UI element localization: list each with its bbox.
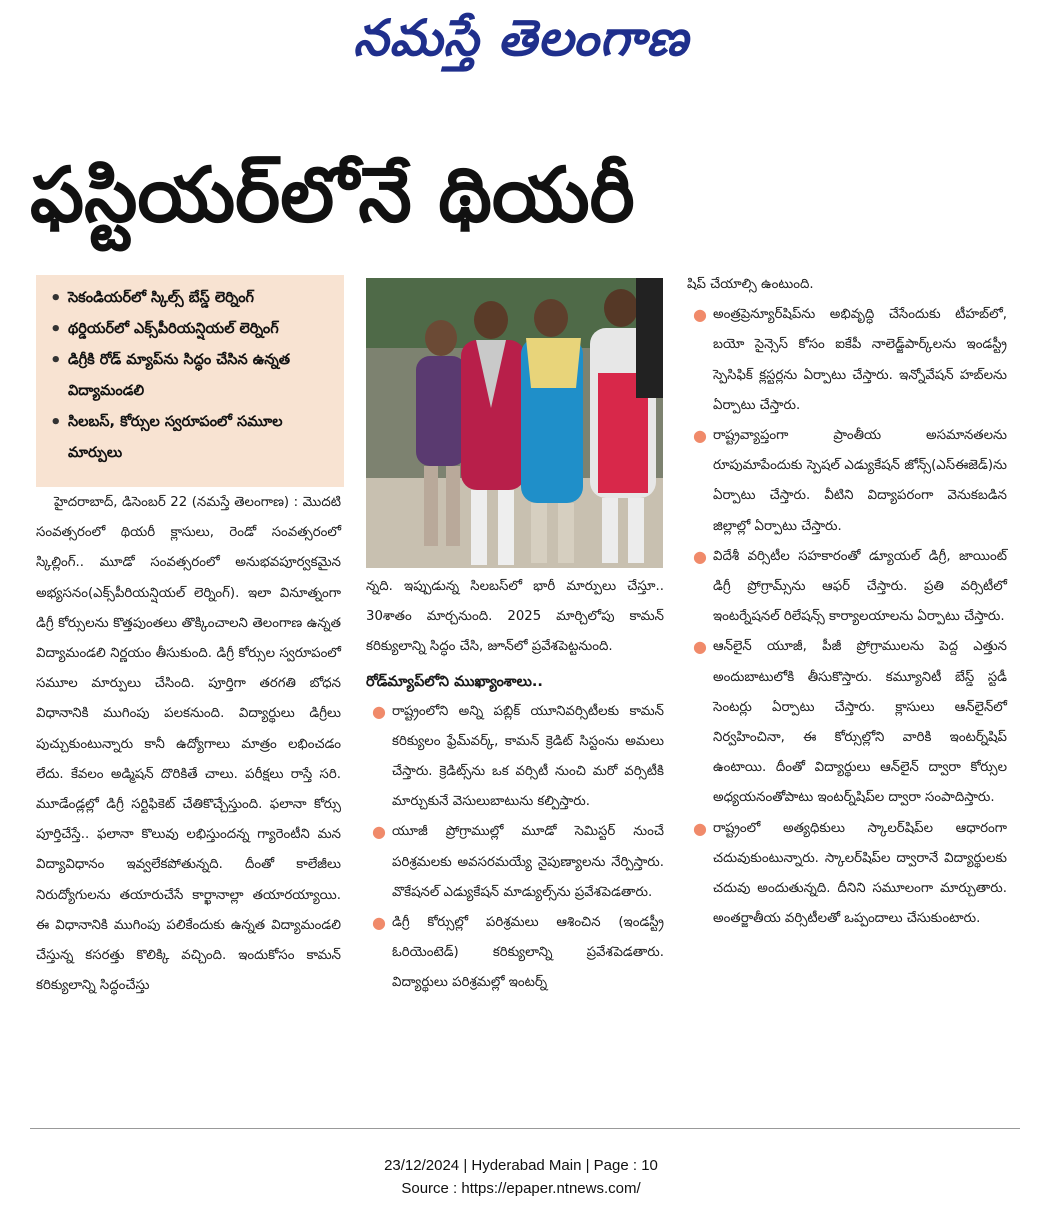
bullet-icon: ●: [693, 426, 707, 446]
roadmap-point: ● రాష్ట్రవ్యాప్తంగా ప్రాంతీయ అసమానతలను రూపుమాపేందుకు స్పెషల్ ఎడ్యుకేషన్ జోన్స్(ఎస్ఈజెడ్)ను ఏర్పాటు చేస్తారు. వీటిని విద్యాపరంగా వెనుకబడిన జిల్లాల్లో ఏర్పాటు చేస్తారు.: [687, 421, 1007, 542]
roadmap-point: ● యూజీ ప్రోగ్రాముల్లో మూడో సెమిస్టర్ నుంచే పరిశ్రమలకు అవసరమయ్యే నైపుణ్యాలను నేర్పిస్తారు. వొకేషనల్ ఎడ్యుకేషన్ మాడ్యుల్స్‌ను ప్రవేశపెడతారు.: [366, 817, 664, 908]
bullet-icon: ●: [693, 818, 707, 838]
article-column-middle: [366, 572, 664, 999]
bullet-icon: ●: [372, 701, 386, 721]
roadmap-point: ● ఆన్‌లైన్ యూజీ, పీజీ ప్రోగ్రాములను పెద్ద ఎత్తున అందుబాటులోకి తీసుకొస్తారు. కమ్యూనిటీ బేస్డ్ స్టడీ సెంటర్లు ఏర్పాటు చేస్తారు. క్లాసులు ఆన్‌లైన్‌లో నిర్వహించినా, ఈ కోర్సుల్లోని వారికి ఇంటర్న్‌షిప్ ఉంటాయి. దీంతో విద్యార్థులు ఆన్‌లైన్ ద్వారా కోర్సుల అధ్యయనంతోపాటు ఇంటర్న్‌షిప్‌ల ద్వారా సంపాదిస్తారు.: [687, 632, 1007, 813]
article-column-right: [687, 270, 1007, 934]
footer-source: Source : https://epaper.ntnews.com/: [401, 1180, 641, 1197]
roadmap-point: ● రాష్ట్రంలో అత్యధికులు స్కాలర్‌షిప్‌ల ఆధారంగా చదువుకుంటున్నారు. స్కాలర్‌షిప్‌ల ద్వారానే విద్యార్థులకు చదువు అందుతున్నది. దీనిని సమూలంగా మార్చుతారు. అంతర్జాతీయ వర్సిటీలతో ఒప్పందాలు చేసుకుంటారు.: [687, 814, 1007, 935]
masthead-logo: నమస్తే తెలంగాణ: [353, 9, 689, 67]
footer-divider: [30, 1128, 1020, 1129]
roadmap-point: ● రాష్ట్రంలోని అన్ని పబ్లిక్ యూనివర్సిటీలకు కామన్ కరిక్యులం ఫ్రేమ్‌వర్క్, కామన్ క్రెడిట్ సిస్టంను అమలు చేస్తారు. క్రెడిట్స్‌ను ఒక వర్సిటీ నుంచి మరో వర్సిటీకి మార్చుకునే వెసులుబాటును కల్పిస్తారు.: [366, 697, 664, 818]
roadmap-point: ● డిగ్రీ కోర్సుల్లో పరిశ్రమలు ఆశించిన (ఇండస్ట్రీ ఓరియెంటెడ్) కరిక్యులాన్ని ప్రవేశపెడతారు. విద్యార్థులు పరిశ్రమల్లో ఇంటర్న్: [366, 908, 664, 999]
highlight-item: • థర్డియర్‌లో ఎక్స్‌పీరియన్షియల్ లెర్నింగ్: [50, 319, 279, 340]
bullet-icon: ●: [372, 822, 386, 842]
article-column-left: [36, 488, 341, 1001]
roadmap-subhead: రోడ్‌మ్యాప్‌లోని ముఖ్యాంశాలు..: [366, 673, 543, 690]
highlights-box: [36, 275, 344, 487]
article-body-text: న్నది. ఇప్పుడున్న సిలబస్‌లో భారీ మార్పులు చేస్తూ.. 30శాతం మార్చనుంది. 2025 మార్చిలోపు కామన్ కరిక్యులాన్ని సిద్ధం చేసి, జూన్‌లో ప్రవేశపెట్టనుంది.: [366, 579, 664, 655]
roadmap-point: ● అంత్రప్రెన్యూర్‌షిప్‌ను అభివృద్ధి చేసేందుకు టీహబ్‌లో, బయో సైన్సెస్ కోసం ఐకేపీ నాలెడ్జ్‌పార్క్‌లను ఇండస్ట్రీ స్పెసిఫిక్ క్లస్టర్లను ఏర్పాటు చేస్తారు. ఇన్నోవేషన్ హబ్‌లను ఏర్పాటు చేస్తారు.: [687, 300, 1007, 421]
bullet-icon: ●: [693, 637, 707, 657]
roadmap-point: ● విదేశీ వర్సిటీల సహకారంతో డ్యూయల్ డిగ్రీ, జాయింట్ డిగ్రీ ప్రోగ్రామ్స్‌ను ఆఫర్ చేస్తారు. ప్రతి వర్సిటీలో ఇంటర్నేషనల్ రిలేషన్స్ కార్యాలయాలను ఏర్పాటు చేస్తారు.: [687, 542, 1007, 633]
highlight-item: • డిగ్రీకి రోడ్ మ్యాప్‌ను సిద్ధం చేసిన ఉన్నత విద్యామండలి: [50, 350, 291, 399]
footer-dateline: 23/12/2024 | Hyderabad Main | Page : 10: [384, 1157, 658, 1174]
students-photo: [366, 278, 663, 568]
highlights-list: [46, 283, 334, 469]
highlight-item: • సిలబస్, కోర్సుల స్వరూపంలో సమూల మార్పులు: [50, 412, 283, 461]
article-body-text: షిప్ చేయాల్సి ఉంటుంది.: [687, 277, 814, 292]
bullet-icon: ●: [372, 913, 386, 933]
bullet-icon: ●: [693, 546, 707, 566]
bullet-icon: ●: [693, 305, 707, 325]
highlight-item: • సెకండియర్‌లో స్కిల్స్ బేస్డ్ లెర్నింగ్: [50, 288, 255, 309]
article-body-text: హైదరాబాద్, డిసెంబర్ 22 (నమస్తే తెలంగాణ) : మొదటి సంవత్సరంలో థియరీ క్లాసులు, రెండో సంవత్సరంలో స్కిల్లింగ్.. మూడో సంవత్సరంలో అనుభవపూర్వకమైన అభ్యసనం(ఎక్స్‌పీరియన్షియల్ లెర్నింగ్). ఇలా వినూత్నంగా డిగ్రీ కోర్సులను కొత్తపుంతలు తొక్కించాలని తెలంగాణ ఉన్నత విద్యామండలి నిర్ణయం తీసుకుంది. డిగ్రీ కోర్సుల స్వరూపంలో సమూల మార్పులు చేసింది. పూర్తిగా తరగతి బోధన విధానానికి ముగింపు పలకనుంది. విద్యార్థులు డిగ్రీలు పుచ్చుకుంటున్నారు కానీ ఉద్యోగాలు మాత్రం లభించడం లేదు. కేవలం అడ్మిషన్ దొరికితే చాలు. పరీక్షలు రాస్తే సరి. మూడేండ్లల్లో డిగ్రీ సర్టిఫికెట్ చేతికొచ్చేస్తుంది. ఫలానా కోర్సు పూర్తిచేస్తే.. ఫలానా కొలువు లభిస్తుందన్న గ్యారెంటీని మన విద్యావిధానం ఇవ్వలేకపోతున్నది. దీంతో కాలేజీలు నిరుద్యోగులను తయారుచేసే కార్ఖానాల్లా తయారయ్యాయి. ఈ విధానానికి ముగింపు పలికేందుకు ఉన్నత విద్యామండలి చేస్తున్న కసరత్తు కొలిక్కి వచ్చింది. ఇందుకోసం కామన్ కరిక్యులాన్ని సిద్ధంచేస్తు: [36, 495, 341, 994]
headline: ఫస్టియర్‌లోనే థియరీ: [30, 150, 635, 239]
